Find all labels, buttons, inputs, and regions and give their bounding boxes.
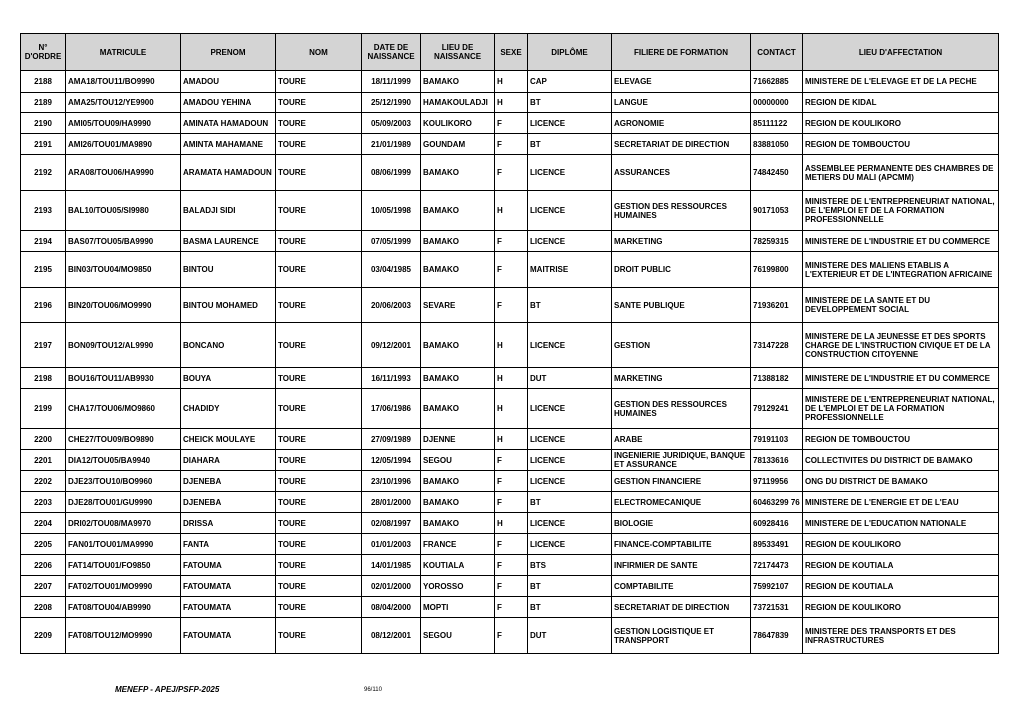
cell-ordre: 2199	[21, 389, 66, 429]
cell-nom: TOURE	[276, 513, 362, 534]
cell-nom: TOURE	[276, 597, 362, 618]
cell-date: 03/04/1985	[362, 252, 421, 288]
cell-contact: 75992107	[751, 576, 803, 597]
cell-filiere: INFIRMIER DE SANTE	[612, 555, 751, 576]
cell-filiere: AGRONOMIE	[612, 113, 751, 134]
cell-prenom: CHEICK MOULAYE	[181, 429, 276, 450]
cell-sexe: F	[495, 288, 528, 323]
cell-filiere: GESTION DES RESSOURCES HUMAINES	[612, 389, 751, 429]
cell-affectation: MINISTERE DE L'ENERGIE ET DE L'EAU	[803, 492, 999, 513]
cell-prenom: AMADOU	[181, 71, 276, 93]
cell-contact: 85111122	[751, 113, 803, 134]
cell-sexe: F	[495, 450, 528, 471]
cell-ordre: 2189	[21, 93, 66, 113]
cell-filiere: SECRETARIAT DE DIRECTION	[612, 597, 751, 618]
cell-contact: 72174473	[751, 555, 803, 576]
cell-ordre: 2201	[21, 450, 66, 471]
header-row	[21, 34, 999, 71]
cell-prenom: BASMA LAURENCE	[181, 231, 276, 252]
cell-matricule: CHE27/TOU09/BO9890	[66, 429, 181, 450]
cell-contact: 60463299 76	[751, 492, 803, 513]
cell-sexe: H	[495, 389, 528, 429]
cell-nom: TOURE	[276, 576, 362, 597]
cell-affectation: MINISTERE DE LA SANTE ET DU DEVELOPPEMENT SOCIAL	[803, 288, 999, 323]
cell-sexe: F	[495, 597, 528, 618]
cell-ordre: 2203	[21, 492, 66, 513]
cell-contact: 60928416	[751, 513, 803, 534]
table-row	[21, 368, 999, 389]
cell-matricule: AMI05/TOU09/HA9990	[66, 113, 181, 134]
cell-contact: 78259315	[751, 231, 803, 252]
cell-contact: 78133616	[751, 450, 803, 471]
cell-diplome: LICENCE	[528, 513, 612, 534]
table-row	[21, 555, 999, 576]
cell-lieu: BAMAKO	[421, 155, 495, 191]
cell-ordre: 2190	[21, 113, 66, 134]
cell-nom: TOURE	[276, 191, 362, 231]
cell-prenom: BALADJI SIDI	[181, 191, 276, 231]
cell-affectation: MINISTERE DES MALIENS ETABLIS A L'EXTERIEUR ET DE L'INTEGRATION AFRICAINE	[803, 252, 999, 288]
cell-date: 23/10/1996	[362, 471, 421, 492]
cell-affectation: REGION DE KOUTIALA	[803, 576, 999, 597]
cell-filiere: GESTION DES RESSOURCES HUMAINES	[612, 191, 751, 231]
cell-lieu: BAMAKO	[421, 471, 495, 492]
cell-ordre: 2204	[21, 513, 66, 534]
cell-matricule: AMI26/TOU01/MA9890	[66, 134, 181, 155]
cell-prenom: BINTOU	[181, 252, 276, 288]
table-row	[21, 71, 999, 93]
cell-diplome: BT	[528, 93, 612, 113]
registry-table	[20, 33, 999, 654]
cell-sexe: F	[495, 534, 528, 555]
cell-sexe: F	[495, 113, 528, 134]
cell-nom: TOURE	[276, 155, 362, 191]
cell-sexe: H	[495, 429, 528, 450]
cell-ordre: 2208	[21, 597, 66, 618]
cell-prenom: BOUYA	[181, 368, 276, 389]
cell-sexe: F	[495, 618, 528, 654]
cell-ordre: 2195	[21, 252, 66, 288]
cell-filiere: SANTE PUBLIQUE	[612, 288, 751, 323]
cell-sexe: H	[495, 191, 528, 231]
cell-prenom: AMADOU YEHINA	[181, 93, 276, 113]
table-row	[21, 93, 999, 113]
cell-filiere: MARKETING	[612, 231, 751, 252]
cell-prenom: ARAMATA HAMADOUN	[181, 155, 276, 191]
cell-date: 25/12/1990	[362, 93, 421, 113]
page-number: 96/110	[364, 687, 382, 693]
cell-ordre: 2192	[21, 155, 66, 191]
header-sexe: SEXE	[495, 34, 528, 71]
cell-affectation: REGION DE KOUTIALA	[803, 555, 999, 576]
cell-matricule: FAN01/TOU01/MA9990	[66, 534, 181, 555]
cell-lieu: KOULIKORO	[421, 113, 495, 134]
cell-contact: 78647839	[751, 618, 803, 654]
cell-matricule: BOU16/TOU11/AB9930	[66, 368, 181, 389]
cell-lieu: HAMAKOULADJI	[421, 93, 495, 113]
cell-affectation: REGION DE KIDAL	[803, 93, 999, 113]
cell-ordre: 2196	[21, 288, 66, 323]
table-row	[21, 429, 999, 450]
cell-lieu: BAMAKO	[421, 389, 495, 429]
cell-matricule: AMA18/TOU11/BO9990	[66, 71, 181, 93]
cell-affectation: REGION DE KOULIKORO	[803, 534, 999, 555]
table-row	[21, 513, 999, 534]
cell-date: 10/05/1998	[362, 191, 421, 231]
table-row	[21, 576, 999, 597]
cell-ordre: 2209	[21, 618, 66, 654]
cell-ordre: 2194	[21, 231, 66, 252]
cell-affectation: MINISTERE DE L'ENTREPRENEURIAT NATIONAL, DE L'EMPLOI ET DE LA FORMATION PROFESSIONNELLE	[803, 389, 999, 429]
cell-lieu: SEGOU	[421, 450, 495, 471]
cell-diplome: LICENCE	[528, 429, 612, 450]
cell-prenom: FANTA	[181, 534, 276, 555]
cell-filiere: FINANCE-COMPTABILITE	[612, 534, 751, 555]
header-affectation: LIEU D'AFFECTATION	[803, 34, 999, 71]
table-row	[21, 492, 999, 513]
cell-sexe: F	[495, 555, 528, 576]
cell-nom: TOURE	[276, 134, 362, 155]
cell-contact: 79191103	[751, 429, 803, 450]
table-row	[21, 134, 999, 155]
table-row	[21, 231, 999, 252]
cell-sexe: H	[495, 323, 528, 368]
cell-diplome: MAITRISE	[528, 252, 612, 288]
table-row	[21, 252, 999, 288]
cell-lieu: BAMAKO	[421, 492, 495, 513]
cell-affectation: MINISTERE DE LA JEUNESSE ET DES SPORTS CHARGE DE L'INSTRUCTION CIVIQUE ET DE LA CONSTRUCTION CITOYENNE	[803, 323, 999, 368]
cell-date: 05/09/2003	[362, 113, 421, 134]
cell-date: 21/01/1989	[362, 134, 421, 155]
cell-prenom: FATOUMATA	[181, 597, 276, 618]
cell-diplome: LICENCE	[528, 389, 612, 429]
table-row	[21, 288, 999, 323]
cell-matricule: ARA08/TOU06/HA9990	[66, 155, 181, 191]
cell-nom: TOURE	[276, 323, 362, 368]
cell-affectation: MINISTERE DE L'INDUSTRIE ET DU COMMERCE	[803, 231, 999, 252]
cell-ordre: 2200	[21, 429, 66, 450]
table-row	[21, 450, 999, 471]
cell-sexe: H	[495, 513, 528, 534]
cell-contact: 90171053	[751, 191, 803, 231]
cell-matricule: FAT14/TOU01/FO9850	[66, 555, 181, 576]
header-lieu: LIEU DE NAISSANCE	[421, 34, 495, 71]
cell-affectation: REGION DE TOMBOUCTOU	[803, 429, 999, 450]
cell-prenom: DJENEBA	[181, 471, 276, 492]
cell-contact: 71662885	[751, 71, 803, 93]
cell-ordre: 2202	[21, 471, 66, 492]
cell-affectation: REGION DE KOULIKORO	[803, 597, 999, 618]
cell-filiere: ELECTROMECANIQUE	[612, 492, 751, 513]
cell-sexe: H	[495, 93, 528, 113]
cell-nom: TOURE	[276, 555, 362, 576]
cell-date: 27/09/1989	[362, 429, 421, 450]
cell-contact: 71388182	[751, 368, 803, 389]
cell-lieu: DJENNE	[421, 429, 495, 450]
table-row	[21, 534, 999, 555]
cell-diplome: BT	[528, 492, 612, 513]
cell-date: 07/05/1999	[362, 231, 421, 252]
cell-diplome: LICENCE	[528, 450, 612, 471]
cell-ordre: 2193	[21, 191, 66, 231]
cell-prenom: AMINATA HAMADOUN	[181, 113, 276, 134]
cell-matricule: DIA12/TOU05/BA9940	[66, 450, 181, 471]
cell-diplome: LICENCE	[528, 113, 612, 134]
cell-lieu: SEVARE	[421, 288, 495, 323]
cell-filiere: ARABE	[612, 429, 751, 450]
header-diplome: DIPLÔME	[528, 34, 612, 71]
cell-contact: 97119956	[751, 471, 803, 492]
cell-nom: TOURE	[276, 113, 362, 134]
cell-prenom: CHADIDY	[181, 389, 276, 429]
cell-prenom: DIAHARA	[181, 450, 276, 471]
cell-filiere: ASSURANCES	[612, 155, 751, 191]
cell-diplome: DUT	[528, 368, 612, 389]
cell-contact: 83881050	[751, 134, 803, 155]
cell-nom: TOURE	[276, 471, 362, 492]
cell-ordre: 2206	[21, 555, 66, 576]
cell-matricule: DJE23/TOU10/BO9960	[66, 471, 181, 492]
cell-lieu: BAMAKO	[421, 323, 495, 368]
cell-date: 28/01/2000	[362, 492, 421, 513]
cell-diplome: BTS	[528, 555, 612, 576]
cell-affectation: MINISTERE DES TRANSPORTS ET DES INFRASTRUCTURES	[803, 618, 999, 654]
cell-prenom: FATOUMA	[181, 555, 276, 576]
cell-filiere: GESTION FINANCIERE	[612, 471, 751, 492]
cell-date: 17/06/1986	[362, 389, 421, 429]
cell-matricule: BON09/TOU12/AL9990	[66, 323, 181, 368]
cell-affectation: ASSEMBLEE PERMANENTE DES CHAMBRES DE METIERS DU MALI (APCMM)	[803, 155, 999, 191]
cell-date: 02/01/2000	[362, 576, 421, 597]
cell-sexe: F	[495, 134, 528, 155]
cell-matricule: BIN20/TOU06/MO9990	[66, 288, 181, 323]
header-ordre: N° D'ORDRE	[21, 34, 66, 71]
cell-filiere: LANGUE	[612, 93, 751, 113]
cell-matricule: AMA25/TOU12/YE9900	[66, 93, 181, 113]
cell-date: 08/06/1999	[362, 155, 421, 191]
cell-contact: 71936201	[751, 288, 803, 323]
cell-affectation: MINISTERE DE L'ENTREPRENEURIAT NATIONAL, DE L'EMPLOI ET DE LA FORMATION PROFESSIONNELLE	[803, 191, 999, 231]
cell-diplome: CAP	[528, 71, 612, 93]
cell-affectation: REGION DE TOMBOUCTOU	[803, 134, 999, 155]
cell-prenom: FATOUMATA	[181, 576, 276, 597]
cell-ordre: 2191	[21, 134, 66, 155]
cell-lieu: YOROSSO	[421, 576, 495, 597]
cell-diplome: BT	[528, 134, 612, 155]
cell-affectation: MINISTERE DE L'ELEVAGE ET DE LA PECHE	[803, 71, 999, 93]
cell-matricule: FAT08/TOU12/MO9990	[66, 618, 181, 654]
cell-nom: TOURE	[276, 492, 362, 513]
cell-affectation: MINISTERE DE L'INDUSTRIE ET DU COMMERCE	[803, 368, 999, 389]
header-nom: NOM	[276, 34, 362, 71]
cell-diplome: BT	[528, 576, 612, 597]
cell-prenom: FATOUMATA	[181, 618, 276, 654]
cell-affectation: MINISTERE DE L'EDUCATION NATIONALE	[803, 513, 999, 534]
cell-nom: TOURE	[276, 252, 362, 288]
cell-contact: 76199800	[751, 252, 803, 288]
cell-diplome: BT	[528, 288, 612, 323]
cell-date: 14/01/1985	[362, 555, 421, 576]
cell-diplome: LICENCE	[528, 231, 612, 252]
cell-contact: 73721531	[751, 597, 803, 618]
cell-prenom: BONCANO	[181, 323, 276, 368]
cell-filiere: DROIT PUBLIC	[612, 252, 751, 288]
cell-date: 20/06/2003	[362, 288, 421, 323]
cell-contact: 79129241	[751, 389, 803, 429]
cell-matricule: FAT02/TOU01/MO9990	[66, 576, 181, 597]
cell-ordre: 2205	[21, 534, 66, 555]
cell-nom: TOURE	[276, 618, 362, 654]
cell-affectation: ONG DU DISTRICT DE BAMAKO	[803, 471, 999, 492]
cell-matricule: BIN03/TOU04/MO9850	[66, 252, 181, 288]
cell-date: 16/11/1993	[362, 368, 421, 389]
cell-nom: TOURE	[276, 389, 362, 429]
cell-sexe: F	[495, 231, 528, 252]
cell-diplome: DUT	[528, 618, 612, 654]
cell-lieu: BAMAKO	[421, 231, 495, 252]
table-row	[21, 323, 999, 368]
cell-contact: 73147228	[751, 323, 803, 368]
cell-sexe: F	[495, 471, 528, 492]
cell-sexe: F	[495, 155, 528, 191]
cell-filiere: BIOLOGIE	[612, 513, 751, 534]
cell-date: 02/08/1997	[362, 513, 421, 534]
cell-sexe: F	[495, 252, 528, 288]
cell-matricule: DRI02/TOU08/MA9970	[66, 513, 181, 534]
cell-prenom: AMINTA MAHAMANE	[181, 134, 276, 155]
cell-nom: TOURE	[276, 231, 362, 252]
header-prenom: PRENOM	[181, 34, 276, 71]
cell-date: 01/01/2003	[362, 534, 421, 555]
cell-sexe: F	[495, 576, 528, 597]
cell-nom: TOURE	[276, 534, 362, 555]
cell-diplome: LICENCE	[528, 155, 612, 191]
header-filiere: FILIERE DE FORMATION	[612, 34, 751, 71]
cell-lieu: FRANCE	[421, 534, 495, 555]
table-row	[21, 191, 999, 231]
cell-affectation: REGION DE KOULIKORO	[803, 113, 999, 134]
cell-filiere: SECRETARIAT DE DIRECTION	[612, 134, 751, 155]
table-row	[21, 389, 999, 429]
cell-prenom: DRISSA	[181, 513, 276, 534]
cell-filiere: GESTION	[612, 323, 751, 368]
cell-date: 09/12/2001	[362, 323, 421, 368]
table-row	[21, 618, 999, 654]
cell-matricule: BAL10/TOU05/SI9980	[66, 191, 181, 231]
cell-ordre: 2197	[21, 323, 66, 368]
cell-lieu: BAMAKO	[421, 191, 495, 231]
cell-contact: 00000000	[751, 93, 803, 113]
cell-ordre: 2207	[21, 576, 66, 597]
table-row	[21, 471, 999, 492]
cell-sexe: F	[495, 492, 528, 513]
cell-lieu: BAMAKO	[421, 513, 495, 534]
cell-nom: TOURE	[276, 71, 362, 93]
cell-prenom: BINTOU MOHAMED	[181, 288, 276, 323]
cell-filiere: MARKETING	[612, 368, 751, 389]
cell-date: 08/04/2000	[362, 597, 421, 618]
cell-sexe: H	[495, 368, 528, 389]
cell-affectation: COLLECTIVITES DU DISTRICT DE BAMAKO	[803, 450, 999, 471]
cell-filiere: ELEVAGE	[612, 71, 751, 93]
cell-diplome: BT	[528, 597, 612, 618]
cell-nom: TOURE	[276, 93, 362, 113]
cell-contact: 89533491	[751, 534, 803, 555]
cell-prenom: DJENEBA	[181, 492, 276, 513]
cell-lieu: KOUTIALA	[421, 555, 495, 576]
cell-matricule: FAT08/TOU04/AB9990	[66, 597, 181, 618]
cell-nom: TOURE	[276, 368, 362, 389]
header-date: DATE DE NAISSANCE	[362, 34, 421, 71]
cell-lieu: BAMAKO	[421, 71, 495, 93]
cell-sexe: H	[495, 71, 528, 93]
cell-lieu: SEGOU	[421, 618, 495, 654]
cell-filiere: INGENIERIE JURIDIQUE, BANQUE ET ASSURANCE	[612, 450, 751, 471]
header-contact: CONTACT	[751, 34, 803, 71]
cell-lieu: MOPTI	[421, 597, 495, 618]
table-row	[21, 597, 999, 618]
cell-filiere: COMPTABILITE	[612, 576, 751, 597]
cell-contact: 74842450	[751, 155, 803, 191]
cell-filiere: GESTION LOGISTIQUE ET TRANSPPORT	[612, 618, 751, 654]
cell-diplome: LICENCE	[528, 323, 612, 368]
cell-date: 12/05/1994	[362, 450, 421, 471]
cell-ordre: 2188	[21, 71, 66, 93]
cell-matricule: BAS07/TOU05/BA9990	[66, 231, 181, 252]
cell-lieu: GOUNDAM	[421, 134, 495, 155]
cell-diplome: LICENCE	[528, 471, 612, 492]
cell-nom: TOURE	[276, 429, 362, 450]
cell-matricule: CHA17/TOU06/MO9860	[66, 389, 181, 429]
cell-nom: TOURE	[276, 450, 362, 471]
cell-lieu: BAMAKO	[421, 252, 495, 288]
cell-nom: TOURE	[276, 288, 362, 323]
cell-diplome: LICENCE	[528, 534, 612, 555]
cell-diplome: LICENCE	[528, 191, 612, 231]
cell-date: 08/12/2001	[362, 618, 421, 654]
cell-date: 18/11/1999	[362, 71, 421, 93]
table-row	[21, 155, 999, 191]
cell-lieu: BAMAKO	[421, 368, 495, 389]
cell-matricule: DJE28/TOU01/GU9990	[66, 492, 181, 513]
footer-label: MENEFP - APEJ/PSFP-2025	[115, 685, 220, 694]
table-row	[21, 113, 999, 134]
cell-ordre: 2198	[21, 368, 66, 389]
header-matricule: MATRICULE	[66, 34, 181, 71]
